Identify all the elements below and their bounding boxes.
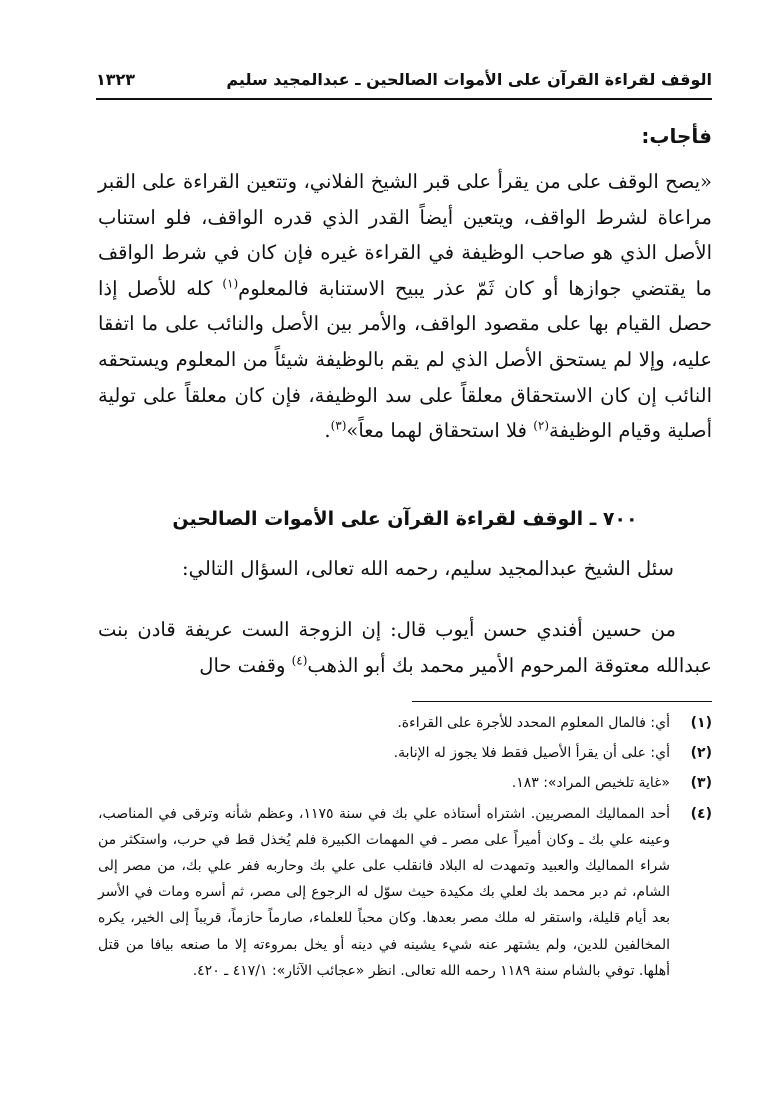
footnote-number: (٢) [690,745,712,762]
answer-text [98,164,712,449]
page-number: ١٣٢٣ [96,69,136,89]
answer-paragraph [98,164,712,449]
footnote-ref-4: (٤) [291,653,308,668]
footnote-text: «غاية تلخيص المراد»: ١٨٣. [511,775,670,792]
footnote-text: أي: فالمال المعلوم المحدد للأجرة على القراءة. [397,715,670,731]
footnote-4 [98,801,712,984]
running-header [96,62,712,96]
question-intro: سئل الشيخ عبدالمجيد سليم، رحمه الله تعالى، السؤال التالي: [182,557,674,580]
footnote-ref-1: (١) [222,276,239,291]
footnote-text: أي: على أن يقرأ الأصيل فقط فلا يجوز له الإنابة. [393,745,670,762]
answer-end: . [324,419,331,443]
answer-part-3: فلا استحقاق لهما معاً» [346,419,534,443]
answer-part-1: «يصح الوقف على من يقرأ على قبر الشيخ الفلاني، وتتعين القراءة على القبر مراعاة لشرط الواقف، ويتعين أيضاً القدر الذي قدره الواقف، فلو استناب الأصل الذي هو صاحب الوظيفة في القراءة غيره فإن كان في شرط الواقف ما يقتضي جوازها أو كان ثَمّ عذر يبيح الاستنابة فالمعلوم [98,170,712,300]
footnote-number: (١) [690,715,712,731]
footnote-2 [98,740,712,766]
footnote-ref-2: (٢) [533,418,550,433]
footnote-number: (٣) [690,775,712,792]
footnote-ref-3: (٣) [330,418,347,433]
header-divider [96,98,712,100]
footnote-number: (٤) [690,805,712,822]
question-text [98,612,712,683]
section-title: ٧٠٠ ـ الوقف لقراءة القرآن على الأموات الصالحين [172,508,638,530]
footnote-1 [98,710,712,736]
footnote-divider [412,701,712,702]
header-title: الوقف لقراءة القرآن على الأموات الصالحين ـ عبدالمجيد سليم [226,69,712,89]
footnotes [98,710,712,988]
question-part-1: من حسين أفندي حسن أيوب قال: إن الزوجة الست عريفة قادن بنت عبدالله معتوقة المرحوم الأمير محمد بك أبو الذهب [98,618,712,677]
footnote-3 [98,770,712,796]
answer-label: فأجاب: [641,124,712,148]
answer-part-2: كله للأصل إذا حصل القيام بها على مقصود الواقف، والأمر بين الأصل والنائب على ما اتفقا عليه، وإلا لم يستحق الأصل الذي لم يقم بالوظيفة شيئاً من المعلوم ويستحقه النائب إن كان الاستحقاق معلقاً على سد الوظيفة، فإن كان معلقاً على تولية أصلية وقيام الوظيفة [98,276,712,443]
footnote-text: أحد المماليك المصريين. اشتراه أستاذه علي بك في سنة ١١٧٥، وعظم شأنه وترقى في المناصب، وعينه علي بك ـ وكان أميراً على مصر ـ في المهمات الكبيرة فلم يُخذل قط في حرب، واستكثر من شراء المماليك والعبيد وتمهدت له البلاد فانقلب على علي بك وحاربه ففر علي بك، من مصر إلى الشام، ثم دبر محمد بك لعلي بك مكيدة حيث سوّل له الرجوع إلى مصر، ثم أسره ومات في الأسر بعد أيام قليلة، واستقر له ملك مصر بعدها. وكان محباً للعلماء، صارماً حازماً، قريباً إلى الخير، يكره المخالفين للدين، ولم يشتهر عنه شيء يشينه في دينه أو يخل بمروءته إلا ما صنعه بيافا من قتل أهلها. توفي بالشام سنة ١١٨٩ رحمه الله تعالى. انظر «عجائب الآثار»: ٤١٧/١ ـ ٤٢٠. [98,805,670,979]
question-part-2: وقفت حال [199,653,292,677]
